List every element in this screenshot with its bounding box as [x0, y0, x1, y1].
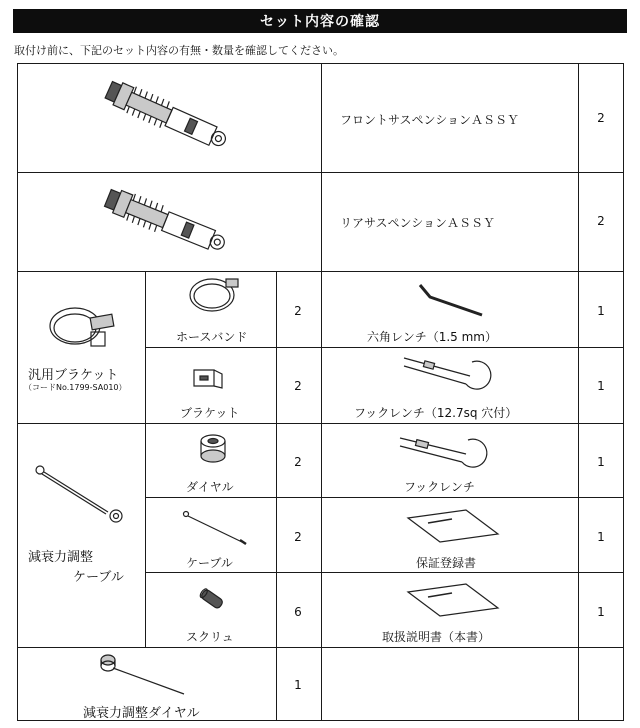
manual-qty: 1: [597, 605, 605, 619]
hose-band-name: ホースバンド: [176, 330, 248, 344]
cable-group-cell: [17, 423, 146, 648]
hose-band-illustration: [186, 275, 242, 315]
page-title: セット内容の確認: [13, 9, 627, 33]
cable-qty: 2: [294, 530, 302, 544]
intro-text: 取付け前に、下記のセット内容の有無・数量を確認してください。: [14, 44, 344, 57]
bracket-group-code: （コードNo.1799-SA010）: [24, 383, 127, 392]
rear-suspension-illustration: [95, 178, 245, 268]
damping-cable-illustration: [32, 462, 132, 528]
bracket-name: ブラケット: [180, 406, 240, 420]
cable-name: ケーブル: [186, 556, 233, 570]
hook-wrench-hole-illustration: [400, 352, 500, 396]
cable-group-name-line2: ケーブル: [73, 570, 124, 585]
front-susp-qty: 2: [597, 111, 605, 125]
warranty-qty: 1: [597, 530, 605, 544]
screw-qty: 6: [294, 605, 302, 619]
bracket-illustration: [190, 366, 226, 390]
hook-wrench-hole-name: フックレンチ（12.7sq 穴付）: [354, 406, 518, 420]
manual-name: 取扱説明書（本書）: [382, 630, 491, 644]
hose-band-qty: 2: [294, 304, 302, 318]
hex-wrench-qty: 1: [597, 304, 605, 318]
bracket-qty: 2: [294, 379, 302, 393]
dial-illustration: [196, 432, 230, 468]
bracket-group-name: 汎用ブラケット: [28, 368, 119, 383]
front-suspension-illustration: [95, 70, 245, 165]
damper-dial-qty: 1: [294, 678, 302, 692]
hook-wrench-qty: 1: [597, 455, 605, 469]
cable-group-name-line1: 減衰力調整: [28, 550, 94, 565]
rear-susp-qty: 2: [597, 214, 605, 228]
damper-dial-illustration: [98, 652, 190, 698]
cable-illustration: [180, 508, 250, 548]
hex-wrench-illustration: [416, 281, 486, 321]
empty-qty-cell: [578, 647, 624, 721]
damper-dial-name: 減衰力調整ダイヤル: [83, 706, 200, 721]
rear-susp-name: リアサスペンションＡＳＳＹ: [340, 216, 495, 230]
warranty-document-illustration: [406, 508, 500, 544]
screw-illustration: [197, 586, 227, 612]
dial-qty: 2: [294, 455, 302, 469]
hex-wrench-name: 六角レンチ（1.5 mm）: [367, 330, 497, 344]
empty-name-cell: [321, 647, 579, 721]
front-susp-name: フロントサスペンションＡＳＳＹ: [340, 113, 519, 127]
hook-wrench-name: フックレンチ: [404, 480, 475, 494]
hook-wrench-hole-qty: 1: [597, 379, 605, 393]
dial-name: ダイヤル: [186, 480, 234, 494]
hook-wrench-illustration: [396, 432, 496, 474]
manual-document-illustration: [406, 582, 500, 618]
universal-bracket-illustration: [45, 296, 125, 356]
screw-name: スクリュ: [186, 630, 234, 644]
warranty-name: 保証登録書: [416, 556, 477, 570]
